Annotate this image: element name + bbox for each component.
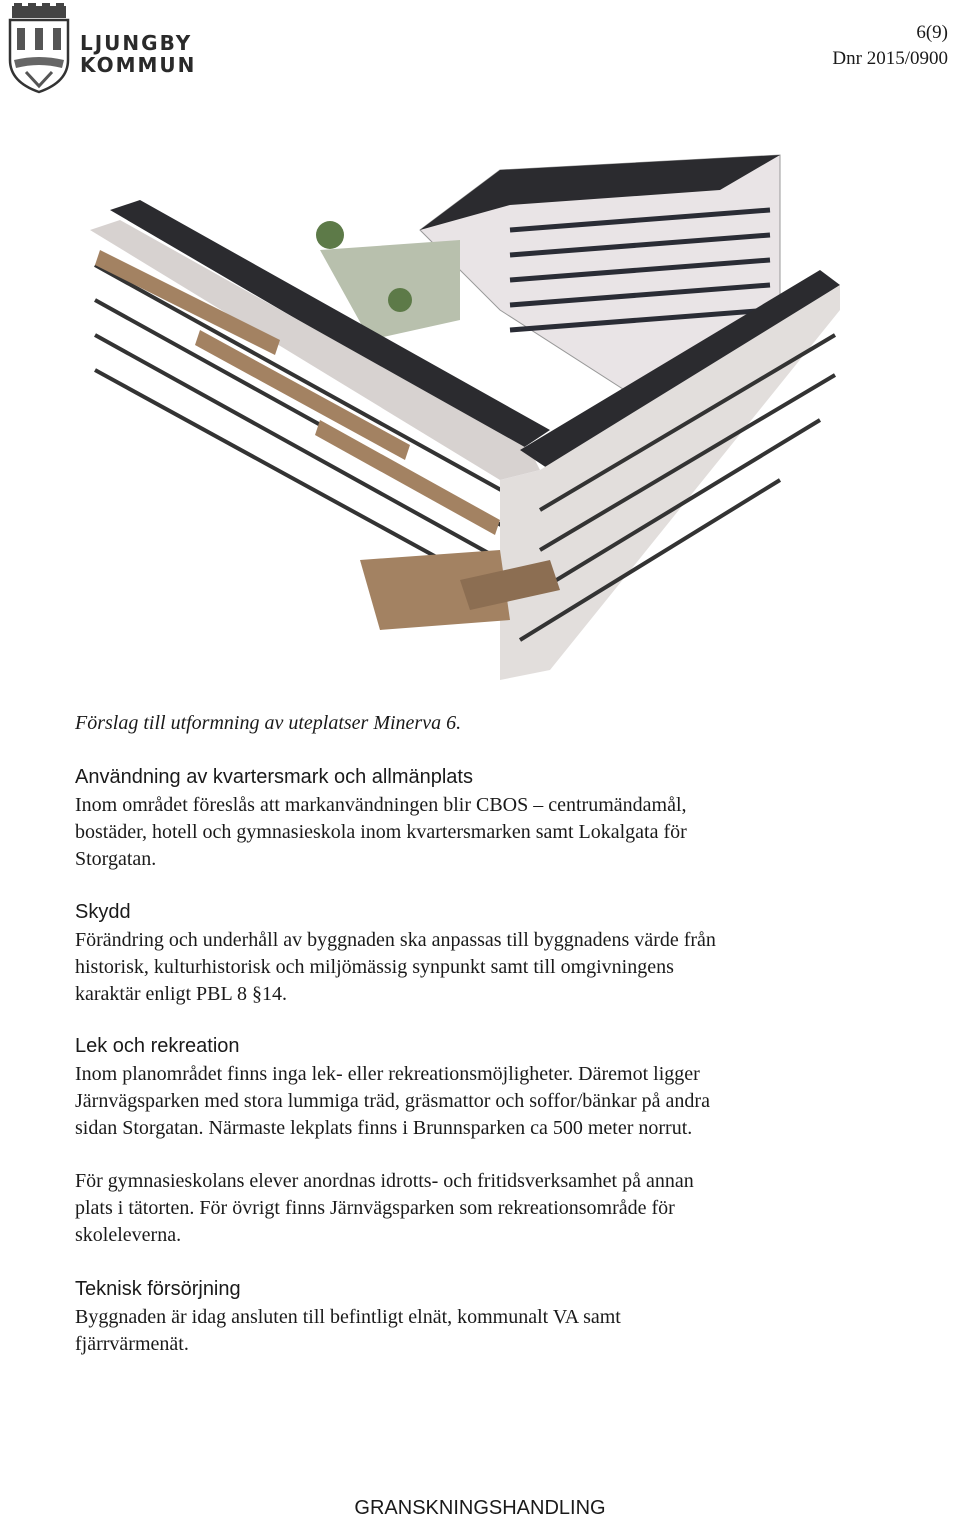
text-line: Storgatan. <box>75 848 157 870</box>
coat-of-arms-icon <box>4 2 74 94</box>
text-line: Förändring och underhåll av byggnaden ska anpassas till byggnadens värde från <box>75 929 716 951</box>
text-line: karaktär enligt PBL 8 §14. <box>75 983 287 1005</box>
logo-wordmark <box>80 32 196 76</box>
paragraph-technical-supply <box>75 1304 875 1358</box>
text-line: Järnvägsparken med stora lummiga träd, gräsmattor och soffor/bänkar på andra <box>75 1090 710 1112</box>
page-number: 6(9) <box>916 22 948 43</box>
text-line: Byggnaden är idag ansluten till befintligt elnät, kommunalt VA samt <box>75 1306 621 1328</box>
text-line: Inom planområdet finns inga lek- eller rekreationsmöjligheter. Däremot ligger <box>75 1063 700 1085</box>
heading-technical-supply: Teknisk försörjning <box>75 1278 241 1300</box>
heading-land-use: Användning av kvartersmark och allmänplats <box>75 766 473 788</box>
text-line: bostäder, hotell och gymnasieskola inom kvartersmarken samt Lokalgata för <box>75 821 687 843</box>
text-line: historisk, kulturhistorisk och miljömässig synpunkt samt till omgivningens <box>75 956 674 978</box>
text-line: Inom området föreslås att markanvändningen blir CBOS – centrumändamål, <box>75 794 687 816</box>
paragraph-land-use <box>75 792 875 873</box>
figure-caption: Förslag till utformning av uteplatser Minerva 6. <box>75 712 462 734</box>
municipality-logo <box>4 2 204 94</box>
paragraph-protection <box>75 927 875 1008</box>
heading-play-recreation: Lek och rekreation <box>75 1035 240 1057</box>
heading-protection: Skydd <box>75 901 131 923</box>
text-line: För gymnasieskolans elever anordnas idrotts- och fritidsverksamhet på annan <box>75 1170 694 1192</box>
text-line: sidan Storgatan. Närmaste lekplats finns i Brunnsparken ca 500 meter norrut. <box>75 1117 693 1139</box>
building-render-image <box>80 150 850 690</box>
document-status-footer: GRANSKNINGSHANDLING <box>354 1497 606 1519</box>
text-line: plats i tätorten. För övrigt finns Järnvägsparken som rekreationsområde för <box>75 1197 675 1219</box>
paragraph-recreation-2 <box>75 1168 875 1249</box>
logo-line-2: KOMMUN <box>80 53 197 77</box>
text-line: fjärrvärmenät. <box>75 1333 189 1355</box>
logo-line-1: LJUNGBY <box>80 31 193 55</box>
paragraph-recreation-1 <box>75 1061 875 1142</box>
diary-number: Dnr 2015/0900 <box>832 48 948 69</box>
text-line: skoleleverna. <box>75 1224 182 1246</box>
